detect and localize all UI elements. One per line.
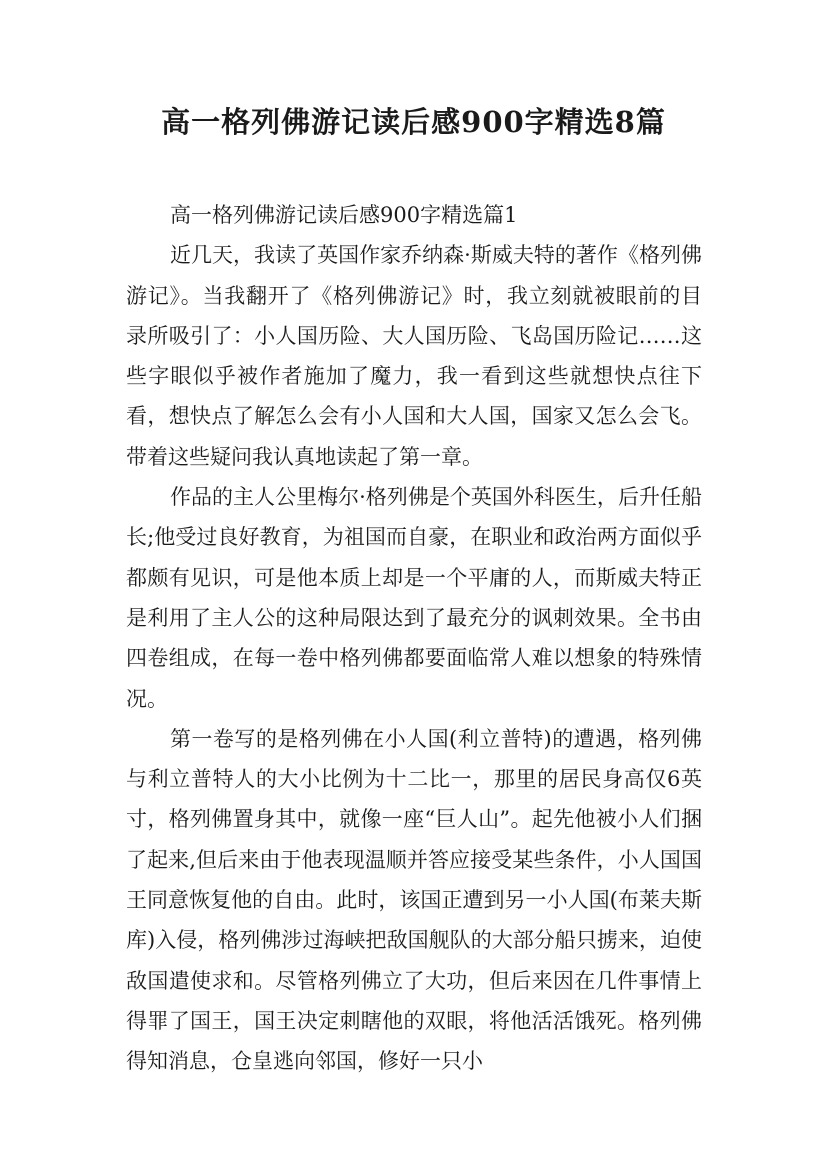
section-heading: 高一格列佛游记读后感900字精选篇1 [170, 203, 518, 227]
paragraph-3: 第一卷写的是格列佛在小人国(利立普特)的遭遇，格列佛与利立普特人的大小比例为十二比一，那里的居民身高仅6英寸，格列佛置身其中，就像一座“巨人山”。起先他被小人们捆了起来,但后来由于他表现温顺并答应接受某些条件，小人国国王同意恢复他的自由。此时，该国正遭到另一小人国(布莱夫斯库)入侵，格列佛涉过海峡把敌国舰队的大部分船只掳来，迫使敌国遣使求和。尽管格列佛立了大功，但后来因在几件事情上得罪了国王，国王决定刺瞎他的双眼，将他活活饿死。格列佛得知消息，仓皇逃向邻国，修好一只小 [126, 726, 702, 1074]
paragraph-2: 作品的主人公里梅尔·格列佛是个英国外科医生，后升任船长;他受过良好教育，为祖国而自豪，在职业和政治两方面似乎都颇有见识，可是他本质上却是一个平庸的人，而斯威夫特正是利用了主人公的这种局限达到了最充分的讽刺效果。全书由四卷组成，在每一卷中格列佛都要面临常人难以想象的特殊情况。 [126, 485, 702, 711]
paragraph-1: 近几天，我读了英国作家乔纳森·斯威夫特的著作《格列佛游记》。当我翻开了《格列佛游记》时，我立刻就被眼前的目录所吸引了：小人国历险、大人国历险、飞岛国历险记……这些字眼似乎被作者施加了魔力，我一看到这些就想快点往下看，想快点了解怎么会有小人国和大人国，国家又怎么会飞。带着这些疑问我认真地读起了第一章。 [126, 243, 702, 469]
document-title: 高一格列佛游记读后感900字精选8篇 [161, 105, 666, 139]
document-body [126, 195, 702, 1082]
